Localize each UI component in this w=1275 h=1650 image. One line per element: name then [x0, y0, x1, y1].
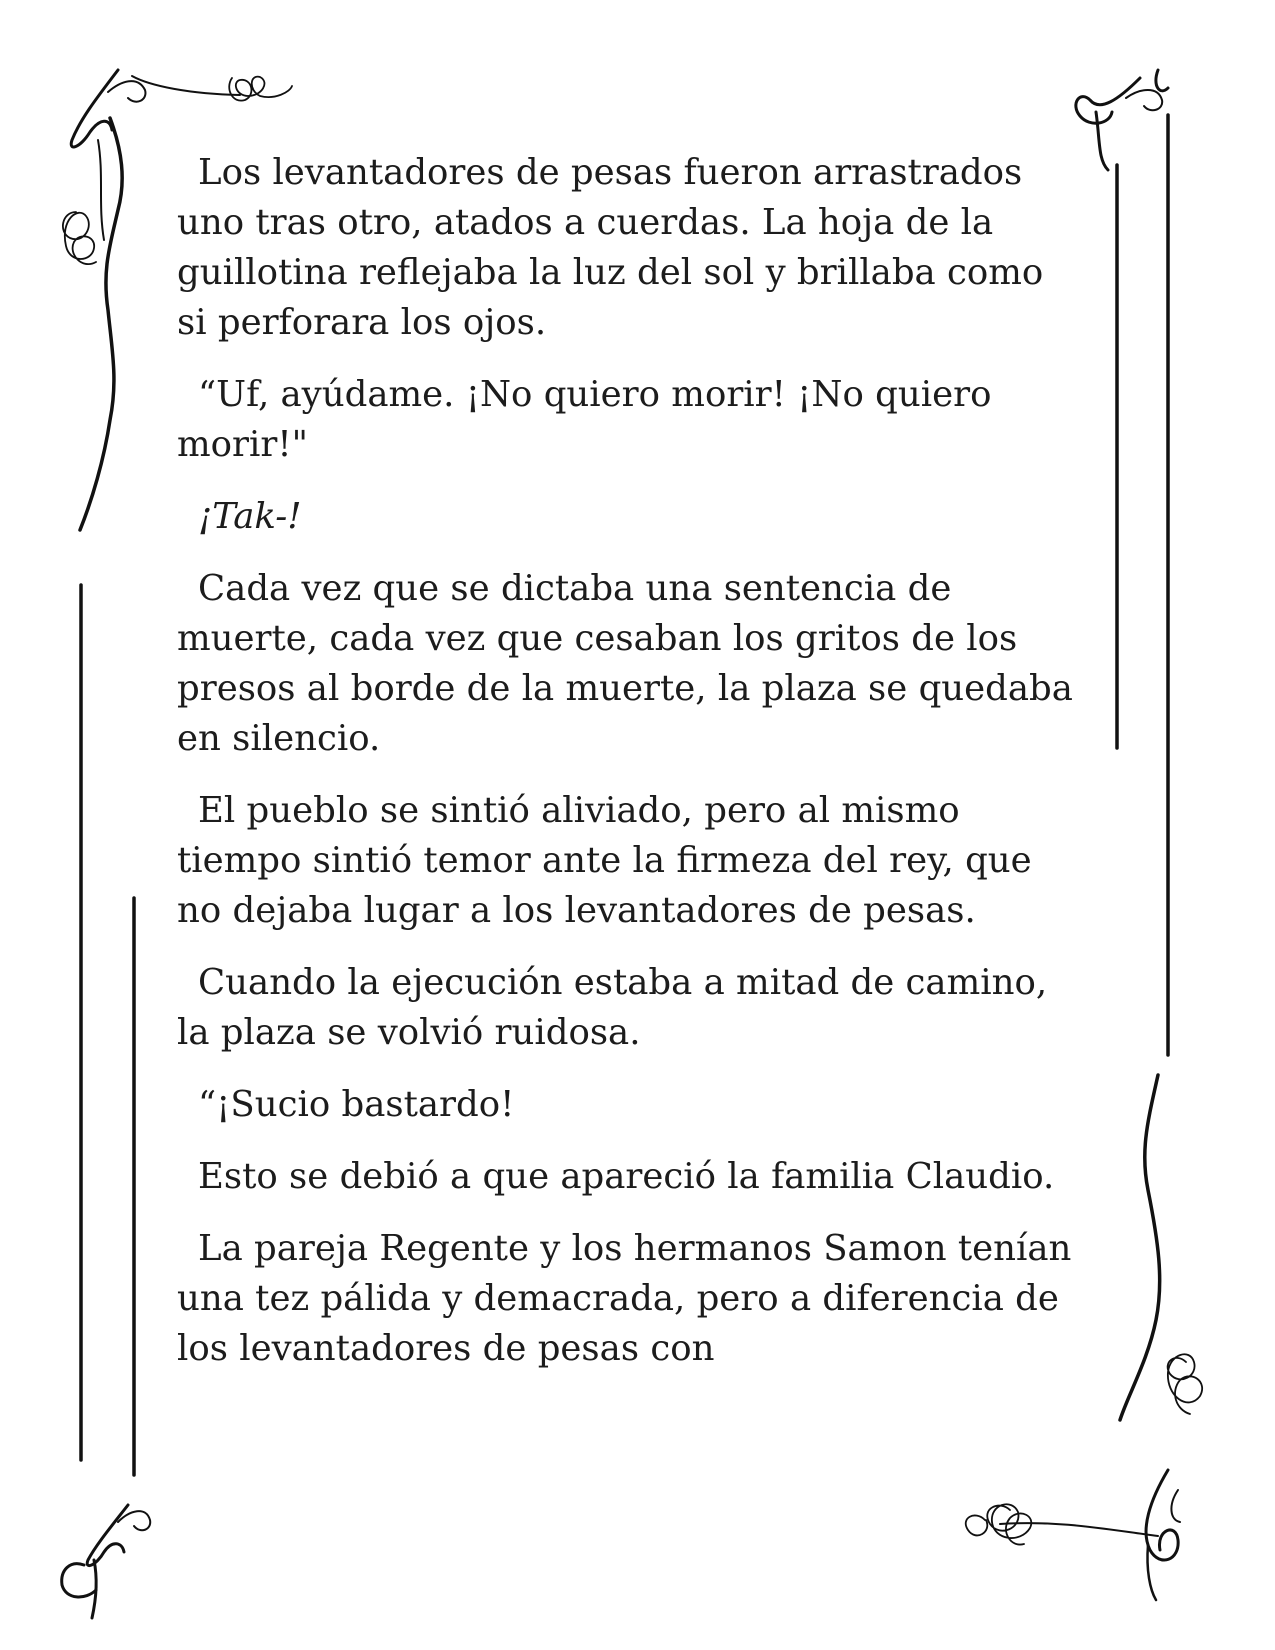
paragraph: Cuando la ejecución estaba a mitad de camino, la plaza se volvió ruidosa. — [177, 962, 1048, 1053]
dialogue-paragraph: “¡Sucio bastardo! — [198, 1084, 515, 1125]
dialogue-paragraph: “Uf, ayúdame. ¡No quiero morir! ¡No quiero morir!" — [177, 374, 992, 465]
bottom-left-flourish-icon — [62, 1505, 150, 1618]
top-right-flourish-icon — [1076, 70, 1168, 170]
paragraph: Cada vez que se dictaba una sentencia de muerte, cada vez que cesaban los gritos de los presos al borde de la muerte, la plaza se quedaba en silencio. — [177, 568, 1073, 759]
paragraph: Los levantadores de pesas fueron arrastrados uno tras otro, atados a cuerdas. La hoja de la guillotina reflejaba la luz del sol y brillaba como si perforara los ojos. — [177, 152, 1044, 343]
sound-effect: ¡Tak-! — [198, 496, 302, 537]
paragraph: Esto se debió a que apareció la familia Claudio. — [198, 1156, 1055, 1197]
body-text — [177, 148, 1077, 1396]
paragraph: La pareja Regente y los hermanos Samon tenían una tez pálida y demacrada, pero a diferencia de los levantadores de pesas con — [177, 1228, 1072, 1369]
paragraph: El pueblo se sintió aliviado, pero al mismo tiempo sintió temor ante la firmeza del rey, que no dejaba lugar a los levantadores de pesas. — [177, 790, 1032, 931]
